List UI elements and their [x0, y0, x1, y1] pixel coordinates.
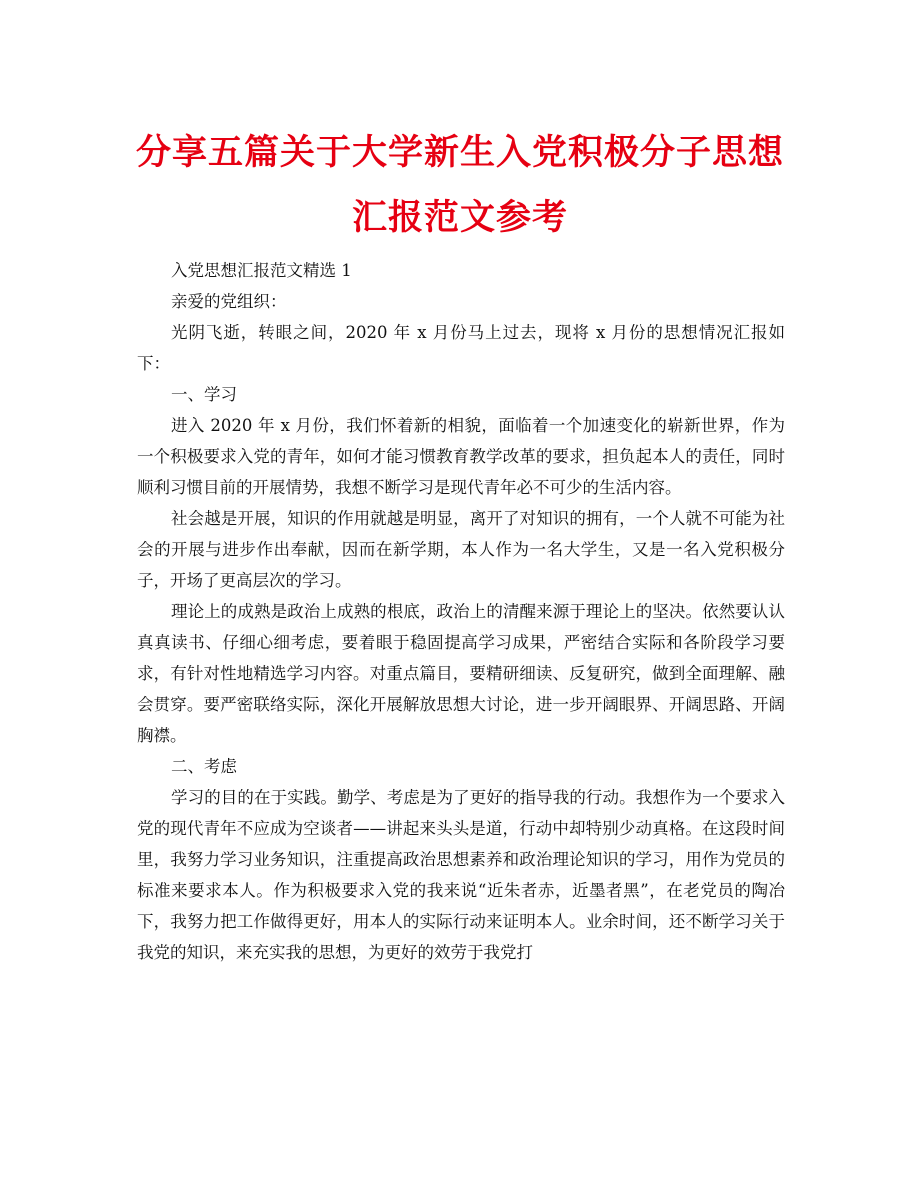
paragraph-study-2: 社会越是开展，知识的作用就越是明显，离开了对知识的拥有，一个人就不可能为社会的开展与进步作出奉献，因而在新学期，本人作为一名大学生，又是一名入党积极分子，开场了更高层次的学习。 — [137, 509, 785, 590]
section-heading-thinking: 二、考虑 — [171, 757, 237, 776]
document-body — [137, 255, 785, 968]
document-title-line-2: 汇报范文参考 — [351, 198, 568, 238]
paragraph-intro: 光阴飞逝，转眼之间，2020 年 x 月份马上过去，现将 x 月份的思想情况汇报如下： — [137, 323, 785, 373]
document-title-line-1: 分享五篇关于大学新生入党积极分子思想 — [135, 133, 784, 173]
salutation: 亲爱的党组织： — [171, 292, 287, 311]
paragraph-thinking-1: 学习的目的在于实践。勤学、考虑是为了更好的指导我的行动。我想作为一个要求入党的现代青年不应成为空谈者——讲起来头头是道，行动中却特别少动真格。在这段时间里，我努力学习业务知识，注重提高政治思想素养和政治理论知识的学习，用作为党员的标准来要求本人。作为积极要求入党的我来说“近朱者赤，近墨者黑”，在老党员的陶冶下，我努力把工作做得更好，用本人的实际行动来证明本人。业余时间，还不断学习关于我党的知识，来充实我的思想，为更好的效劳于我党打 — [137, 788, 785, 962]
section-heading-fanwen-1: 入党思想汇报范文精选 1 — [171, 261, 352, 280]
section-heading-study: 一、学习 — [171, 385, 237, 404]
paragraph-study-1: 进入 2020 年 x 月份，我们怀着新的相貌，面临着一个加速变化的崭新世界，作为一个积极要求入党的青年，如何才能习惯教育教学改革的要求，担负起本人的责任，同时顺利习惯目前的开展情势，我想不断学习是现代青年必不可少的生活内容。 — [137, 416, 785, 497]
paragraph-study-3: 理论上的成熟是政治上成熟的根底，政治上的清醒来源于理论上的坚决。依然要认认真真读书、仔细心细考虑，要着眼于稳固提高学习成果，严密结合实际和各阶段学习要求，有针对性地精选学习内容。对重点篇目，要精研细读、反复研究，做到全面理解、融会贯穿。要严密联络实际，深化开展解放思想大讨论，进一步开阔眼界、开阔思路、开阔胸襟。 — [137, 602, 785, 745]
